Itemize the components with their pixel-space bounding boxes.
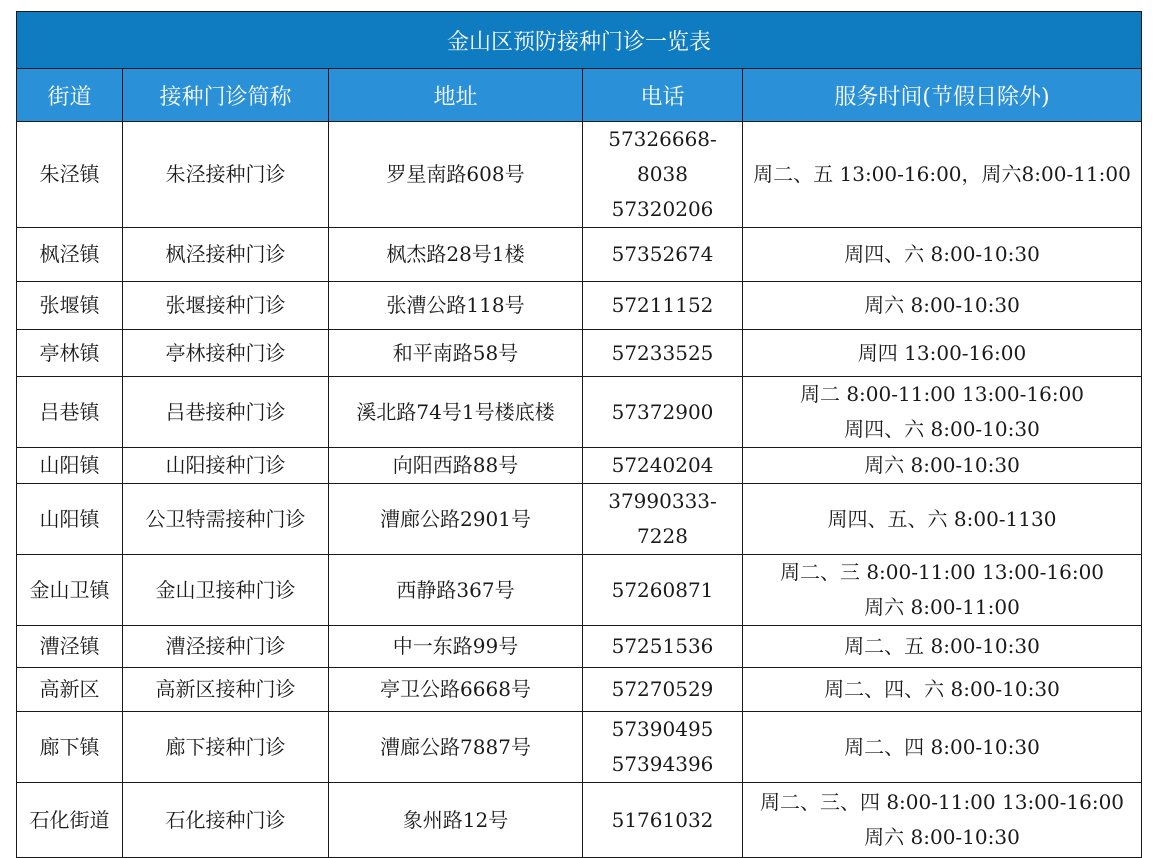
cell-phone-line: 57326668-8038 — [608, 127, 717, 186]
table-title: 金山区预防接种门诊一览表 — [17, 12, 1142, 69]
cell-address: 亭卫公路6668号 — [329, 668, 583, 712]
header-hours: 服务时间(节假日除外) — [743, 69, 1142, 122]
cell-hours-line: 周二、四、六 8:00-10:30 — [824, 677, 1060, 701]
cell-hours-line: 周二、三、四 8:00-11:00 13:00-16:00 — [759, 790, 1125, 814]
cell-clinic: 高新区接种门诊 — [123, 668, 329, 712]
table-body — [17, 122, 1142, 858]
cell-phone — [583, 330, 743, 377]
cell-clinic: 吕巷接种门诊 — [123, 377, 329, 448]
cell-hours — [743, 484, 1142, 555]
cell-address: 向阳西路88号 — [329, 448, 583, 484]
table-row — [17, 122, 1142, 228]
cell-hours-line: 周六 8:00-11:00 — [864, 595, 1020, 619]
cell-street: 朱泾镇 — [17, 122, 123, 228]
cell-phone — [583, 122, 743, 228]
table-row — [17, 448, 1142, 484]
cell-clinic: 枫泾接种门诊 — [123, 228, 329, 282]
cell-hours-line: 周二、五 13:00-16:00，周六8:00-11:00 — [753, 162, 1131, 186]
cell-phone-line: 57251536 — [611, 634, 714, 658]
header-row — [17, 69, 1142, 122]
cell-hours-line: 周四 13:00-16:00 — [857, 340, 1027, 365]
cell-phone-line: 57394396 — [611, 752, 714, 776]
cell-street: 山阳镇 — [17, 484, 123, 555]
cell-address: 西静路367号 — [329, 555, 583, 626]
cell-hours — [743, 377, 1142, 448]
cell-hours — [743, 228, 1142, 282]
cell-clinic: 廊下接种门诊 — [123, 712, 329, 783]
cell-phone-line: 57240204 — [611, 453, 714, 477]
cell-clinic: 山阳接种门诊 — [123, 448, 329, 484]
cell-hours-line: 周四、六 8:00-10:30 — [844, 242, 1040, 266]
cell-phone — [583, 377, 743, 448]
table-row — [17, 668, 1142, 712]
cell-street: 石化街道 — [17, 783, 123, 858]
table-row — [17, 783, 1142, 858]
cell-phone — [583, 668, 743, 712]
cell-hours — [743, 783, 1142, 858]
cell-hours — [743, 282, 1142, 330]
cell-address: 枫杰路28号1楼 — [329, 228, 583, 282]
cell-phone — [583, 282, 743, 330]
cell-hours-line: 周四、五、六 8:00-1130 — [827, 506, 1057, 531]
cell-phone-line: 57352674 — [611, 242, 714, 266]
cell-phone — [583, 712, 743, 783]
cell-hours-line: 周二 8:00-11:00 13:00-16:00 — [799, 382, 1085, 406]
cell-hours-line: 周四、六 8:00-10:30 — [844, 417, 1040, 441]
cell-phone-line: 57260871 — [611, 577, 714, 602]
cell-address: 中一东路99号 — [329, 626, 583, 668]
header-clinic: 接种门诊简称 — [123, 69, 329, 122]
cell-street: 枫泾镇 — [17, 228, 123, 282]
cell-clinic: 亭林接种门诊 — [123, 330, 329, 377]
cell-street: 漕泾镇 — [17, 626, 123, 668]
cell-phone-line: 57372900 — [611, 399, 714, 424]
cell-hours — [743, 712, 1142, 783]
cell-hours — [743, 122, 1142, 228]
vaccination-clinic-table — [16, 11, 1142, 858]
table-row — [17, 712, 1142, 783]
cell-address: 罗星南路608号 — [329, 122, 583, 228]
cell-street: 亭林镇 — [17, 330, 123, 377]
table-row — [17, 282, 1142, 330]
table-row — [17, 555, 1142, 626]
header-street: 街道 — [17, 69, 123, 122]
cell-phone — [583, 484, 743, 555]
cell-street: 吕巷镇 — [17, 377, 123, 448]
cell-hours — [743, 668, 1142, 712]
cell-hours-line: 周二、四 8:00-10:30 — [844, 734, 1040, 759]
cell-hours — [743, 448, 1142, 484]
cell-hours — [743, 555, 1142, 626]
table-row — [17, 228, 1142, 282]
cell-hours-line: 周六 8:00-10:30 — [864, 453, 1020, 477]
cell-phone-line: 57270529 — [611, 677, 714, 701]
cell-hours-line: 周二、三 8:00-11:00 13:00-16:00 — [779, 560, 1105, 584]
cell-phone-line: 57233525 — [611, 340, 714, 365]
cell-phone — [583, 783, 743, 858]
table-row — [17, 484, 1142, 555]
cell-phone — [583, 448, 743, 484]
cell-phone-line: 37990333-7228 — [608, 489, 717, 548]
cell-hours — [743, 330, 1142, 377]
cell-address: 漕廊公路7887号 — [329, 712, 583, 783]
cell-clinic: 张堰接种门诊 — [123, 282, 329, 330]
cell-hours-line: 周六 8:00-10:30 — [864, 825, 1020, 849]
cell-clinic: 金山卫接种门诊 — [123, 555, 329, 626]
cell-address: 和平南路58号 — [329, 330, 583, 377]
cell-address: 象州路12号 — [329, 783, 583, 858]
cell-street: 张堰镇 — [17, 282, 123, 330]
cell-phone-line: 57390495 — [611, 717, 714, 741]
cell-phone — [583, 555, 743, 626]
header-address: 地址 — [329, 69, 583, 122]
cell-phone-line: 51761032 — [611, 807, 714, 832]
cell-hours-line: 周二、五 8:00-10:30 — [844, 634, 1040, 658]
cell-street: 山阳镇 — [17, 448, 123, 484]
cell-hours-line: 周六 8:00-10:30 — [864, 293, 1020, 317]
cell-phone-line: 57320206 — [611, 197, 714, 221]
cell-clinic: 石化接种门诊 — [123, 783, 329, 858]
cell-clinic: 朱泾接种门诊 — [123, 122, 329, 228]
cell-phone — [583, 626, 743, 668]
cell-street: 金山卫镇 — [17, 555, 123, 626]
table-row — [17, 330, 1142, 377]
cell-phone-line: 57211152 — [611, 293, 714, 317]
table-row — [17, 377, 1142, 448]
cell-address: 溪北路74号1号楼底楼 — [329, 377, 583, 448]
cell-clinic: 漕泾接种门诊 — [123, 626, 329, 668]
cell-address: 漕廊公路2901号 — [329, 484, 583, 555]
cell-address: 张漕公路118号 — [329, 282, 583, 330]
cell-phone — [583, 228, 743, 282]
cell-street: 高新区 — [17, 668, 123, 712]
cell-hours — [743, 626, 1142, 668]
cell-clinic: 公卫特需接种门诊 — [123, 484, 329, 555]
header-phone: 电话 — [583, 69, 743, 122]
title-row — [17, 12, 1142, 69]
cell-street: 廊下镇 — [17, 712, 123, 783]
table-row — [17, 626, 1142, 668]
